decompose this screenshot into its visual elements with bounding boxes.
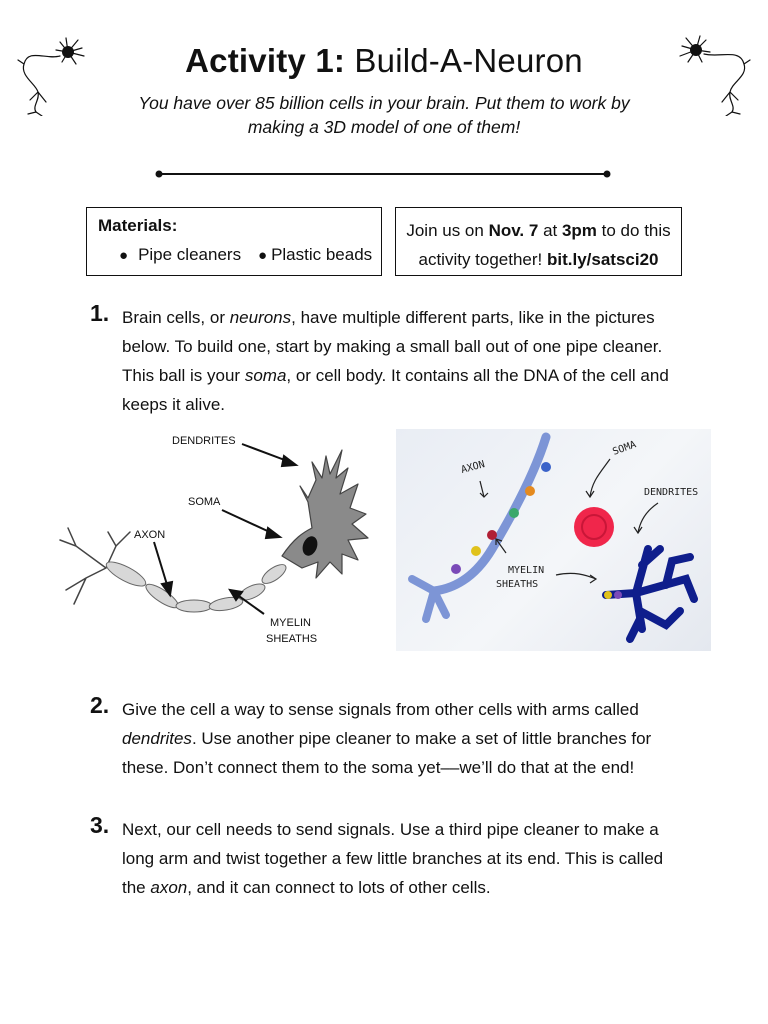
materials-item xyxy=(258,245,372,265)
event-date: Nov. 7 xyxy=(488,221,539,240)
photo-label-soma: SOMA xyxy=(611,439,638,458)
label-dendrites: DENDRITES xyxy=(172,435,236,447)
title-name: Build-A-Neuron xyxy=(345,42,583,79)
materials-box xyxy=(86,207,382,276)
materials-item-label: Pipe cleaners xyxy=(138,245,242,264)
materials-item xyxy=(119,245,241,265)
join-text: at xyxy=(538,221,562,240)
step-text xyxy=(122,695,690,782)
subtitle: You have over 85 billion cells in your brain. Put them to work by making a 3D model of one of them! xyxy=(138,93,630,137)
term-dendrites: dendrites xyxy=(122,729,192,748)
join-event-box xyxy=(395,207,682,276)
photo-label-sheaths: SHEATHS xyxy=(496,579,539,590)
step-text-part: , and it can connect to lots of other cells. xyxy=(187,878,491,897)
materials-heading: Materials: xyxy=(98,216,178,235)
step-1 xyxy=(90,300,690,419)
bullet-icon: ● xyxy=(119,247,129,264)
divider-rule xyxy=(155,167,611,181)
materials-item-label: Plastic beads xyxy=(271,245,373,264)
pipe-cleaner-neuron-photo xyxy=(396,429,711,651)
label-myelin: MYELIN xyxy=(270,617,311,629)
step-number: 2. xyxy=(90,692,110,718)
step-text xyxy=(122,303,690,419)
event-time: 3pm xyxy=(561,221,597,240)
event-link[interactable]: bit.ly/satsci20 xyxy=(547,250,659,269)
photo-label-myelin: MYELIN xyxy=(508,565,545,576)
photo-label-dendrites: DENDRITES xyxy=(644,487,699,498)
step-number: 3. xyxy=(90,812,110,838)
step-text-part: , have multiple different parts, like in the pictures below. To build one, start by making a small ball out of one pipe cleaner. This ball is your xyxy=(122,308,663,385)
join-text: Join us on xyxy=(406,221,489,240)
title-activity-label: Activity 1: xyxy=(185,42,346,79)
label-sheaths: SHEATHS xyxy=(266,633,318,645)
step-text-part: . Use another pipe cleaner to make a set of little branches for these. Don’t connect them to the soma yet––we’ll do that at the end! xyxy=(122,729,652,777)
join-text: to do this activity together! xyxy=(418,221,671,269)
photo-label-axon: AXON xyxy=(459,459,487,476)
step-text-part: , or cell body. It contains all the DNA of the cell and keeps it alive. xyxy=(122,366,669,414)
term-neurons: neurons xyxy=(229,308,292,327)
neuron-diagram xyxy=(46,428,376,650)
step-text xyxy=(122,815,690,902)
step-2 xyxy=(90,692,690,782)
term-axon: axon xyxy=(150,878,188,897)
step-text-part: Give the cell a way to sense signals from other cells with arms called xyxy=(122,700,639,719)
step-text-part: Brain cells, or xyxy=(122,308,230,327)
step-3 xyxy=(90,812,690,902)
step-number: 1. xyxy=(90,300,110,326)
page-title xyxy=(0,42,768,80)
label-axon: AXON xyxy=(134,529,166,541)
step-text-part: Next, our cell needs to send signals. Use a third pipe cleaner to make a long arm and twist together a few little branches at its end. This is called the xyxy=(122,820,664,897)
term-soma: soma xyxy=(244,366,287,385)
label-soma: SOMA xyxy=(188,496,221,508)
bullet-icon: ● xyxy=(258,247,268,264)
